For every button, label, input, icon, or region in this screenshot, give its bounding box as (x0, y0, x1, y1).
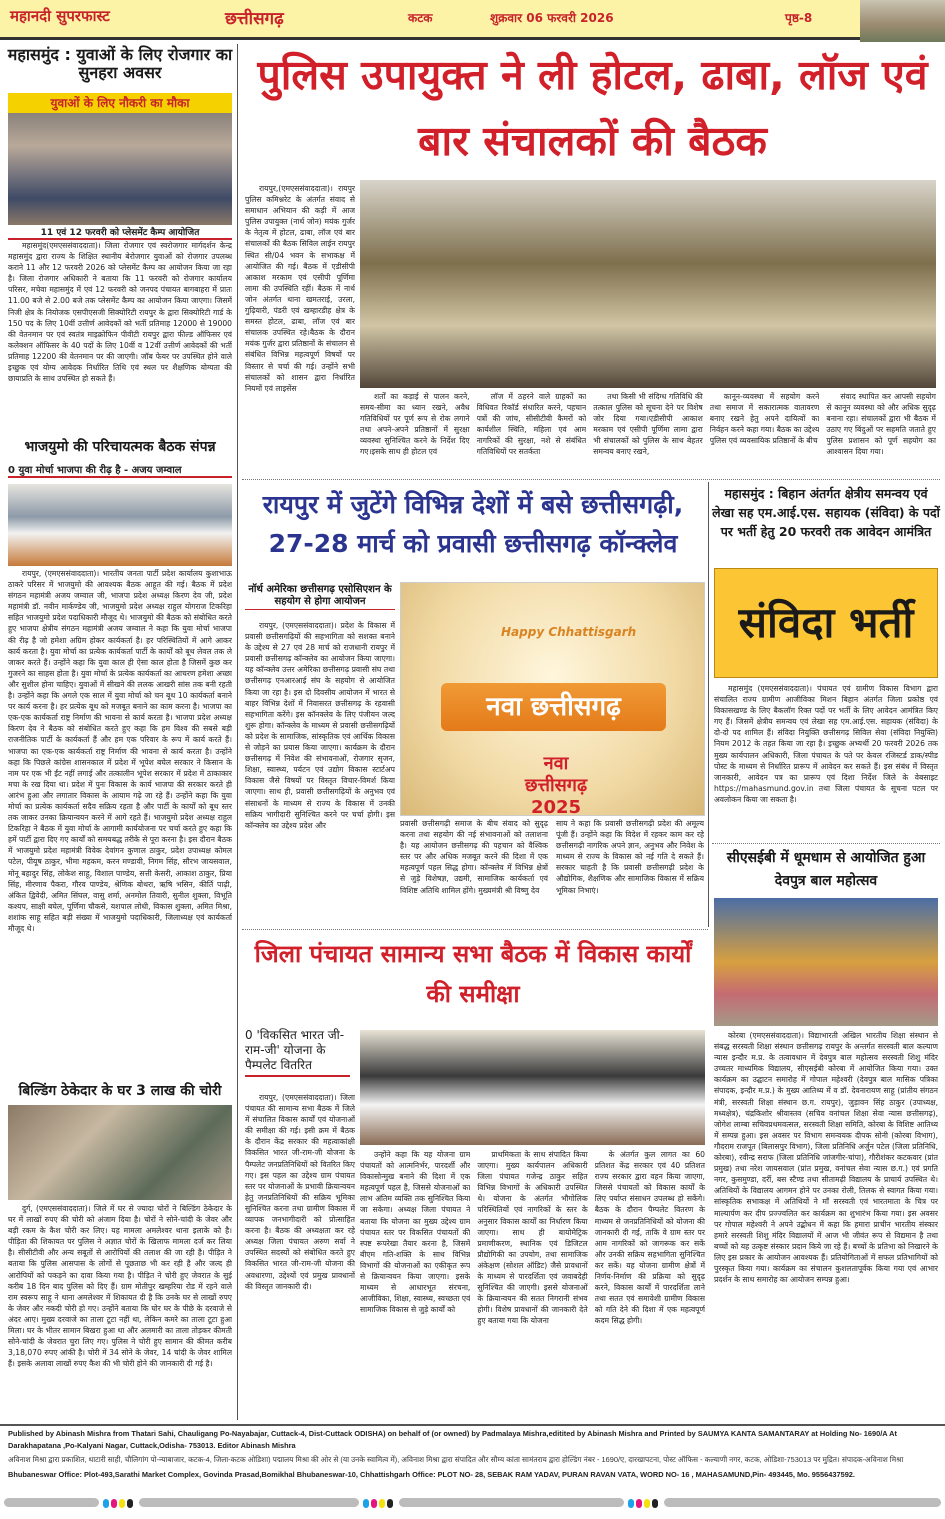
article-column: लॉज में ठहरने वाले ग्राहकों का विधिवत रिकॉर्ड संधारित करने, पहचान पत्रों की जांच, सीसीटीवी कैमरों को कार्यशील स्थिति, महिला एवं आम नागरिकों की सुरक्षा, नशे से संबंधित गतिविधियों पर सतर्कता (476, 392, 587, 457)
article-column: उन्होंने कहा कि यह योजना ग्राम पंचायतों को आत्मनिर्भर, पारदर्शी और विकासोन्मुख बनाने की दिशा में एक महत्वपूर्ण पहल है, जिससे योजनाओं का लाभ अंतिम व्यक्ति तक सुनिश्चित किया जा सकेगा। अध्यक्ष जिला पंचायत ने बताया कि योजना का मुख्य उद्देश्य ग्राम पंचायत स्तर पर विकसित पंचायतों की स्पष्ट रूपरेखा तैयार करना है, जिसमें बीएम गति-शक्ति के साथ विभिन्न विभागों की योजनाओं का एकीकृत रूप से क्रियान्वयन किया जाएगा। इसके माध्यम से आधारभूत संरचना, आजीविका, शिक्षा, स्वास्थ्य, स्वच्छता एवं सामाजिक विकास से जुड़े कार्यों को (360, 1150, 471, 1315)
poster-logo: नवा छत्तीसगढ़ 2025 (524, 753, 588, 818)
meeting-photo (8, 484, 232, 566)
cmyk-marks (363, 1493, 395, 1512)
conclave-headline: रायपुर में जुटेंगे विभिन्न देशों में बसे छत्तीसगढ़ी, 27-28 मार्च को प्रवासी छत्तीसगढ़ कॉन्क्लेव (262, 490, 684, 558)
police-meeting-photo (360, 180, 936, 388)
panchayat-subheadline: 0 'विकसित भारत जी-राम-जी' योजना के पैम्पलेट वितरित (245, 1028, 350, 1077)
nava-chhattisgarh-poster (400, 582, 705, 816)
panchayat-headline: जिला पंचायत सामान्य सभा बैठक में विकास कार्यों की समीक्षा (254, 940, 692, 1008)
article-columns (360, 391, 936, 475)
mahotsav-photo (714, 898, 938, 1026)
poster-happy-text: Happy Chhattisgarh (501, 625, 637, 639)
divider (242, 929, 708, 930)
imprint (8, 1428, 938, 1480)
column-divider (708, 482, 709, 927)
headline-rojgar: महासमुंद : युवाओं के लिए रोजगार का सुनहरा अवसर (7, 45, 233, 83)
cmyk-marks (103, 1493, 135, 1512)
poster-title: नवा छत्तीसगढ़ (441, 683, 666, 731)
article-column: के अंतर्गत कुल लागत का 60 प्रतिशत केंद्र सरकार एवं 40 प्रतिशत राज्य सरकार द्वारा वहन किया जाएगा, जिससे पंचायतों को विकास कार्यों के लिए पर्याप्त संसाधन उपलब्ध हो सकेंगे। बैठक के दौरान पैम्पलेट वितरण के माध्यम से जनप्रतिनिधियों को योजना की जानकारी दी गई, ताकि वे ग्राम स्तर पर आम नागरिकों को जागरूक कर सकें और उनकी सक्रिय सहभागिता सुनिश्चित कर सकें। यह योजना ग्रामीण क्षेत्रों में निर्णय-निर्माण की प्रक्रिया को सुदृढ़ करने, विकास कार्यों में पारदर्शिता लाने तथा सतत एवं समावेशी ग्रामीण विकास को गति देने की दिशा में एक महत्वपूर्ण कदम सिद्ध होगी। (594, 1150, 705, 1326)
article-column: संवाद स्थापित कर आपसी सहयोग से कानून व्यवस्था को और अधिक सुदृढ़ बनाना रहा। संचालकों द्वारा भी बैठक में उठाए गए बिंदुओं पर सहमति जताते हुए पुलिस प्रशासन को पूर्ण सहयोग का आश्वासन दिया गया। (826, 392, 936, 457)
imprint-hindi: अविनाश मिश्रा द्वारा प्रकाशित, थाटारी साही, चौलिगांग पो-न्याबाजार, कटक-4, जिला-कटक ओडिशा) पद्मालय मिश्रा की ओर से (या उनके स्वामित्व में), अविनाश मिश्रा द्वारा संपादित और सौम्य कांता सामंतराय द्वारा होल्डिंग नंबर - 1690/ए, दारखापटना, पोस्ट ऑफिस - कल्याणी नगर, कटक, ओडिशा-753013 पर मुद्रित। संपादक-अविनाश मिश्रा (8, 1455, 904, 1464)
paper-name: महानदी सुपरफास्ट (10, 7, 110, 25)
job-banner: युवाओं के लिए नौकरी का मौका (8, 93, 232, 113)
article-column: कानून-व्यवस्था में सहयोग करने तथा समाज में सकारात्मक वातावरण बनाए रखने हेतु अपने दायित्वों का निर्वहन करने कहा गया। बैठक का उद्देश्य पुलिस एवं व्यवसायिक प्रतिष्ठानों के बीच (709, 392, 820, 446)
city: कटक (408, 11, 433, 25)
headline-theft: बिल्डिंग ठेकेदार के घर 3 लाख की चोरी (18, 1083, 222, 1099)
article-body: साय ने कहा कि प्रवासी छत्तीसगढ़ी प्रदेश की अमूल्य पूंजी हैं। उन्होंने कहा कि विदेश में रहकर काम कर रहे छत्तीसगढ़ी नागरिक अपने ज्ञान, अनुभव और निवेश के माध्यम से राज्य के विकास को नई गति दे सकते हैं। सरकार चाहती है कि प्रवासी छत्तीसगढ़ी प्रदेश के औद्योगिक, शैक्षणिक और सामाजिक विकास में सक्रिय भूमिका निभाएं। (556, 819, 704, 895)
divider (712, 843, 940, 844)
imprint-english: Published by Abinash Mishra from Thatari Sahi, Chauligang Po-Nayabajar, Cuttack-4, Dist-Cuttack ODISHA) on behalf of (or owned) by Padmalaya Mishra,editited by Abinash Mishra and Printed by SAUMYA KANTA SAMANTARAY at Holding No- 1690/A At Darakhapatana ,Po-Kalyani Nagar, Cuttack,Odisha- 753013. Editor Abinash Mishra (8, 1429, 897, 1450)
office-addresses: Bhubaneswar Office: Plot-493,Sarathi Market Complex, Govinda Prasad,Bomikhal Bhubaneswar-10, Chhattishgarh Office: PLOT NO- 28, SEBAK RAM YADAV, PURAN RAVAN VATA, WORD NO- 16 , MAHASAMUND,Pin- 493445, Mo. 9556437592. (8, 1469, 855, 1479)
article-body: रायपुर, (एमएससंवाददाता)। प्रदेश के विकास में प्रवासी छत्तीसगढ़ियों की सहभागिता को सशक्त बनाने के उद्देश्य से 27 एवं 28 मार्च को राजधानी रायपुर में प्रवासी छत्तीसगढ़ कॉन्क्लेव का आयोजन किया जाएगा। यह कॉन्क्लेव उत्तर अमेरिका छत्तीसगढ़ प्रवासी संघ तथा छत्तीसगढ़ एनआरआई संघ के सहयोग से आयोजित किया जा रहा है। इस दो दिवसीय आयोजन में भारत से बाहर विभिन्न देशों में निवासरत छत्तीसगढ़ के रहवासी सहभागिता करेंगे। इस कॉनक्लेव के लिए पंजीयन जल्द शुरू होगा। कॉन्क्लेव के माध्यम से प्रवासी छत्तीसगढ़ियों को प्रदेश के सामाजिक, सांस्कृतिक एवं आर्थिक विकास से जोड़ने का प्रयास किया जाएगा। कार्यक्रम के दौरान छत्तीसगढ़ में निवेश की संभावनाओं, रोजगार सृजन, शिक्षा, स्वास्थ्य, पर्यटन एवं उद्योग विकास स्टार्टअप विकास जैसे विषयों पर विस्तृत विचार-विमर्श किया जाएगा। साथ ही, प्रवासी छत्तीसगढ़ियों के अनुभव एवं संसाधनों के माध्यम से राज्य के विकास में उनकी सक्रिय भागीदारी सुनिश्चित करने पर चर्चा होगी। इस कॉन्क्लेव का उद्देश्य प्रदेश और (245, 621, 395, 830)
article-body: प्रवासी छत्तीसगढ़ी समाज के बीच संवाद को सुदृढ़ करना तथा सहयोग की नई संभावनाओं को तलाशना है। यह आयोजन छत्तीसगढ़ की पहचान को वैश्विक स्तर पर और अधिक मजबूत करने की दिशा में एक महत्वपूर्ण पहल सिद्ध होगा। कॉन्क्लेव में विभिन्न क्षेत्रों से जुड़े विशेषज्ञ, उद्यमी, सामाजिक कार्यकर्ता एवं विशिष्ट अतिथि शामिल होंगे। मुख्यमंत्री श्री विष्णु देव (400, 819, 548, 895)
date: शुक्रवार 06 फरवरी 2026 (490, 11, 614, 25)
main-headline: पुलिस उपायुक्त ने ली होटल, ढाबा, लॉज एवं बार संचालकों की बैठक (257, 51, 928, 165)
page-number: पृष्ठ-8 (785, 11, 813, 25)
article-body: महासमुंद(एमएससंवाददाता)। जिला रोजगार एवं स्वरोजगार मार्गदर्शन केन्द्र महासमुंद द्वारा राज्य के शिक्षित स्थानीय बेरोजगार युवाओं को रोजगार उपलब्ध कराने 11 और 12 फरवरी 2026 को प्लेसमेंट कैम्प का आयोजन किया जा रहा है। जिला रोजगार अधिकारी ने बताया कि 11 फरवरी को रोजगार कार्यालय परिसर, मचेवा महासमुंद में एवं 12 फरवरी को जनपद पंचायत बागबाहरा में प्रातः 11.00 बजे से 2.00 बजे तक प्लेसमेंट कैम्प का आयोजन किया जाएगा। जिसमें निजी क्षेत्र के नियोजक एसपीएसजी सिक्योरिटी रायपुर के द्वारा सिक्योरिटी गार्ड के 150 पद के लिए 10वीं उत्तीर्ण आवेदकों को भर्ती प्रतिमाह 12000 से 19000 की वेतनमान पर एवं स्वतंत्र माइक्रोफिन पीवीटी रायपुर द्वारा फील्ड ऑफिसर एवं कलेक्शन ऑफिसर के 40 पदों के लिए 10वीं व 12वीं उत्तीर्ण आवेदकों की भर्ती प्रतिमाह 12200 की वेतनमान पर की जाएगी। जॉब फेयर पर उपस्थित होने वाले इच्छुक एवं योग्य आवेदक निर्धारित तिथि एवं स्थल पर शैक्षणिक योग्यता की छायाप्रति के साथ उपस्थित हो सकते हैं। (8, 241, 232, 384)
cmyk-marks (628, 1493, 660, 1512)
bal-mahotsav-headline: सीएसईबी में धूमधाम से आयोजित हुआ देवपुत्र बाल महोत्सव (726, 850, 926, 889)
job-crowd-photo (8, 93, 232, 225)
caption-placement: 11 एवं 12 फरवरी को प्लेसमेंट कैम्प आयोजित (8, 225, 232, 240)
headline-bjym: भाजयुमो की परिचायत्मक बैठक संपन्न (24, 439, 216, 455)
theft-photo (8, 1105, 232, 1200)
edition-name: छत्तीसगढ़ (225, 9, 284, 29)
divider (242, 479, 940, 480)
article-columns (360, 1149, 705, 1422)
article-body: दुर्ग, (एमएससंवाददाता)। जिले में घर से ज्यादा चोरों ने बिल्डिंग ठेकेदार के घर में लाखों रुपए की चोरी को अंजाम दिया है। चोरों ने सोने-चांदी के जेवर और बड़ी रकम के कैश चोरी कर लिए। यह मामला अमलेश्वर थाना इलाके को है। पीड़िता की शिकायत पर पुलिस ने अज्ञात चोरों के खिलाफ मामला दर्ज कर लिया है। सीसीटीवी और अन्य सबूतों से आरोपियों की तलाश की जा रही है। पीड़ित ने बताया कि पुलिस आसपास के लोगों से पूछताछ भी कर रही है और जल्द ही आरोपियों को पकड़ने का दावा किया गया है। पीड़ित ने चोरी हुए जेवरात के सुई करीब 18 दिन बाद पुलिस को दिए हैं। ग्राम मोतीपुर खम्हरिया रोड में रहने वाले राम स्वरूप साहू ने थाना अमलेश्वर में शिकायत दी है कि उनके घर से लाखों रुपए के जेवर और नकदी चोरी हो गए। उन्होंने बताया कि घोर घर के पीछे के दरवाजे से अंदर आए। मुख्य दरवाजे का ताला टूटा नहीं था, लेकिन कमरे का ताला टूटा हुआ मिला। घर के भीतर सामान बिखरा हुआ था और अलमारी का ताला तोड़कर कीमती सोने-चांदी के जेवरात चुरा लिए गए। पुलिस ने चोरी हुए सामान की कीमत करीब 3,18,070 रुपए आंकी है। चोरी में 34 सोने के जेवर, 14 चांदी के जेवर शामिल हैं। इसके अलावा लाखों रुपए कैश की भी चोरी होने की जानकारी दी गई है। (8, 1204, 232, 1369)
footer-rule (0, 1424, 945, 1426)
article-body: रायपुर, (एमएससंवाददाता)। जिला पंचायत की सामान्य सभा बैठक में जिले में संचालित विकास कार्यों एवं योजनाओं की समीक्षा की गई। इसी क्रम में बैठक के दौरान केंद्र सरकार की महत्वाकांक्षी विकसित भारत जी-राम-जी योजना के पैम्पलेट जनप्रतिनिधियों को वितरित किए गए। इस पहल का उद्देश्य ग्राम पंचायत स्तर पर योजनाओं के प्रभावी क्रियान्वयन हेतु जनप्रतिनिधियों की सक्रिय भूमिका सुनिश्चित करना तथा ग्रामीण विकास में व्यापक जनभागीदारी को प्रोत्साहित करना है। बैठक की अध्यक्षता कर रहे अध्यक्ष जिला पंचायत अरुण सर्वा ने उपस्थित सदस्यों को संबोधित करते हुए विकसित भारत जी-राम-जी योजना की अवधारणा, उद्देश्यों एवं प्रमुख प्रावधानों की विस्तृत जानकारी दी। (245, 1093, 355, 1291)
samvida-headline: महासमुंद : बिहान अंतर्गत क्षेत्रीय समन्वय एवं लेखा सह एम.आई.एस. सहायक (संविदा) के पदों पर भर्ती हेतु 20 फरवरी तक आवेदन आमंत्रित (712, 486, 940, 539)
panchayat-meeting-photo (360, 1030, 705, 1145)
article-body: रायपुर, (एमएससंवाददाता)। भारतीय जनता पार्टी प्रदेश कार्यालय कुशाभाऊ ठाकरे परिसर में भाजयुमो की आवश्यक बैठक आहूत की गई। बैठक में प्रदेश संगठन महामंत्री अजय जम्वाल जी, भाजपा प्रदेश अध्यक्ष किरण देव जी, प्रदेश महामंत्री डॉ. नवीन मार्कण्डेय जी, भाजयुमो प्रदेश अध्यक्ष राहुल योगराज टिकरिहा सहित भाजयुमो प्रदेश पदाधिकारी मौजूद थे। भाजयुमो की बैठक को संबोधित करते हुए भाजपा क्षेत्रीय संगठन महामंत्री अजय जम्वाल ने कहा कि युवा मोर्चा भाजपा की रीढ़ है जो हमेशा अग्रिम होकर कार्यकर्ता है। हर परिस्थितियों में आगे आकर कार्य करता है। युवा मोर्चा का प्रत्येक कार्यकर्ता पार्टी के कार्यों को बूथ लेवल तक ले जाकर करते हैं। उन्होंने कहा कि युवा काल ही ऐसा काल होता है जिसमें कुछ कर गुजरने का साहस होता है। युवा मोर्चा के प्रत्येक कार्यकर्ता का आचरण हमेशा अच्छा और सुशील होना चाहिए। युवाओं में सीखने की ललक आखरी सांस तक बनी रहती है। उन्होंने कहा कि अगले एक साल में युवा मोर्चा को चन बूथ 10 कार्यकर्ता बनाने पर कार्य करना है। हर प्रत्येक बूथ को मजबूत बनाने का काम करना है। भाजपा का एक-एक कार्यकर्ता राष्ट्र निर्माण की भावना से कार्य करता है। भाजपा प्रदेश अध्यक्ष किरण देव ने बैठक को संबोधित करते हुए कहा कि हम विश्व की सबसे बड़ी राजनीतिक पार्टी के कार्यकर्ता हैं और हम एक परिवार के रूप में कार्य करते हैं। भाजपा का एक-एक कार्यकर्ता राष्ट्र निर्माण की भावना से कार्य करता है। उन्होंने कहा कि पिछले कांग्रेस शासनकाल में प्रदेश में भूपेश बघेल सरकार ने किसान के नाम पर एक भी ईंट नहीं लगाई और तत्कालीन भूपेश सरकार में प्रदेश में ठाकाकार मचा के रख दिया था। प्रदेश में पुनः विकास के कार्य भाजपा की सरकार करते ही आरंभ हुआ और लगातार विकास के आयाम गढ़े जा रहे हैं। उन्होंने कहा कि युवा मोर्चा का प्रत्येक कार्यकर्ता सदैव सक्रिय रहता है और पार्टी के कार्यों को बूथ स्तर तक जाकर उनका क्रियान्वयन करने में आगे रहते हैं। भाजयुमो प्रदेश अध्यक्ष राहुल टिकरिहा ने बैठक में युवा मोर्चा के आगामी कार्ययोजना पर चर्चा करते हुए कहा कि हमें पार्टी द्वारा दिए गए कार्यों को समयबद्ध तरीके से पूरा करना है। इस दौरान बैठक में भाजयुमो प्रदेश महामंत्री विवेक देवांगन कुणाल ठाकुर, प्रदेश उपाध्यक्ष कोमल पटेल, पीयूष ठाकुर, भीमा महकम, करन मण्डावी, निगम सिंह, सौरभ जायसवाल, मोनू बहादुर सिंह, लोकेश साहू, विशाल पाण्डेय, सत्ती केसरी, आकाश ठाकुर, प्रिया सिंह, मीरणाव पैकरा, गौरव पाण्डेय, श्रेणिक बोथरा, ऋषि भसिन, कीर्ति पाढ़ी, अंकित द्विवेदी, अमित सिंघल, वासु शर्मा, अनमोल तिवारी, सुनील शुक्ला, विभूति कश्यप, साक्षी बघेल, पूर्णिमा चौकसे, यशपाल लोधी, विकास शुक्ला, अमित मिश्रा, शशांक साहू सहित बड़ी संख्या में भाजयुमो पदाधिकारी, जिलाध्यक्ष एवं कार्यकर्ता मौजूद थे। (8, 569, 232, 933)
temple-photo (860, 0, 945, 42)
registration-bar (4, 1493, 941, 1512)
article-body: कोरबा (एमएससंवाददाता)। विद्याभारती अखिल भारतीय शिक्षा संस्थान से संबद्ध सरस्वती शिक्षा संस्थान छत्तीसगढ़ रायपुर के अन्तर्गत सरस्वती बाल कल्याण न्यास इन्दौर म.प्र. के तत्वावधान में देवपुत्र बाल महोत्सव सरस्वती शिशु मंदिर उच्चतर माध्यमिक विद्यालय, सीएसईबी कोरबा में आयोजित किया गया। उक्त कार्यक्रम का उद्घाटन समारोह में गोपाल महेश्वरी (देवपुत्र बाल मासिक पत्रिका संपादक, इन्दौर म.प्र.) के मुख्य आतिथ्य में व डॉ. देवनारायण साहू (प्रांतीय संगठन मंत्री, सरस्वती शिक्षा संस्थान छ.ग. रायपुर), जुड़ावन सिंह ठाकुर (उपाध्यक्ष, मध्यक्षेत्र), चंद्रकिशोर श्रीवास्तव (सचिव वनांचल शिक्षा सेवा न्यास छत्तीसगढ़), जोगेश लाम्बा सचिवप्रथमवत्सल, सरस्वती शिक्षा समिति, कोरबा के विशिष्ट आतिथ्य में सम्पन्न हुआ। इस अवसर पर विभाग समन्वयक दीपक सोनी (कोरबा विभाग), गौदराम राजपूत (बिलासपुर विभाग), जिला प्रतिनिधि अर्जुन पटेल (जिला प्रतिनिधि, कोरबा), रवीन्द्र सराफ (जिला प्रतिनिधि जांजगीर-चांपा), गौरीशंकर कटकवार (प्रांत प्रमुख) तथा नरेश जायसवाल (प्रांत प्रमुख, वनांचल सेवा न्यास छ.ग.) एवं प्रगति नगर, कुसमुण्डा, दर्री, बस स्टैण्ड तथा सीतामढ़ी विद्यालय के प्राचार्य उपस्थित थे। अतिथियों के विद्यालय आगमन होने पर उनका रोली, तिलक से स्वागत किया गया। सांस्कृतिक सभाकक्ष में अतिथियों ने माँ सरस्वती एवं भारतमाता के चित्र पर माल्यार्पण कर दीप प्रज्ज्वलित कर कार्यक्रम का शुभारंभ किया गया। इस अवसर पर गोपाल महेश्वरी ने अपने उद्बोधन में कहा कि हमारा प्राचीन भारतीय संस्कार हमारे सरस्वती शिशु मंदिर विद्यालयों में आज भी जीवंत रूप से विद्यमान है तथा बच्चों को यह उत्कृष्ट संस्कार प्रदान किये जा रहे हैं। बच्चों के प्रतिभा को निखारने के लिए इस प्रकार के आयोजन आवश्यक हैं। प्रतियोगिताओं में सफल प्रतिभागियों को पुरस्कृत किया गया। कार्यक्रम का संचालन कुशलतापूर्वक किया गया एवं आभार प्रदर्शन के साथ समारोह का आयोजन सम्पन्न हुआ। (714, 1031, 938, 1285)
masthead (0, 0, 945, 40)
article-body: रायपुर,(एमएससंवाददाता)। रायपुर पुलिस कमिश्नरेट के अंतर्गत संवाद से समाधान अभियान की कड़ी में आज पुलिस उपायुक्त (नार्थ जोन) मयंक गुर्जर के नेतृत्व में होटल, ढाबा, लॉज एवं बार संचालकों की बैठक सिविल लाईन रायपुर स्थित सी/04 भवन के सभाकक्ष में आयोजित की गई। बैठक में एडीसीपी आकाश मरकाम एवं एसीपी पूर्णिमा लामा की उपस्थिति रहीं। बैठक में नार्थ जोन अंतर्गत थाना खमतराई, उरला, गुढ़ियारी, पंडरी एवं खम्हारडीह क्षेत्र के समस्त होटल, ढाबा, लॉज एवं बार संचालक उपस्थित रहे।बैठक के दौरान मयंक गुर्जर द्वारा प्रतिष्ठानों के संचालन से संबंधित विभिन्न महत्वपूर्ण विषयों पर विस्तार से चर्चा की गई। उन्होंने सभी संचालकों को शासन द्वारा निर्धारित नियमों एवं लाइसेंस (245, 184, 355, 393)
article-column: शर्तों का कड़ाई से पालन करने, समय-सीमा का ध्यान रखने, अवैध गतिविधियों पर पूर्ण रूप से रोक लगाने तथा अपने-अपने प्रतिष्ठानों में सुरक्षा व्यवस्था सुनिश्चित करने के निर्देश दिए गए।इसके साथ ही होटल एवं (360, 392, 470, 457)
conclave-subheadline: नॉर्थ अमेरिका छत्तीसगढ़ एसोसिएशन के सहयोग से होगा आयोजन (245, 584, 395, 610)
article-column: प्राथमिकता के साथ संपादित किया जाएगा। मुख्य कार्यपालन अधिकारी जिला पंचायत गजेन्द्र ठाकुर सहित विभिन्न विभागों के अधिकारी उपस्थित थे। योजना के अंतर्गत भौगोलिक परिस्थितियों एवं नागरिकों के स्तर के अनुसार विकास कार्यों का निर्धारण किया जाएगा। साथ ही बायोमेट्रिक प्रमाणीकरण, स्थानिक एवं डिजिटल प्रौद्योगिकी का उपयोग, तथा सामाजिक अंकेक्षण (सोशल ऑडिट) जैसे प्रावधानों के माध्यम से पारदर्शिता एवं जवाबदेही सुनिश्चित की जाएगी। इससे योजनाओं के क्रियान्वयन की सतत निगरानी संभव होगी। विशेष प्रावधानों की जानकारी देते हुए बताया गया कि योजना (477, 1150, 588, 1326)
subheadline: 0 युवा मोर्चा भाजपा की रीढ़ है - अजय जम्वाल (8, 462, 232, 478)
article-column: तथा किसी भी संदिग्ध गतिविधि की तत्काल पुलिस को सूचना देने पर विशेष जोर दिया गया।एडीसीपी आकाश मरकाम एवं एसीपी पूर्णिमा लामा द्वारा भी संचालकों को पुलिस के साथ बेहतर समन्वय बनाए रखने, (593, 392, 703, 457)
article-body: महासमुंद (एमएससंवाददाता)। पंचायत एवं ग्रामीण विकास विभाग द्वारा संचालित राज्य ग्रामीण आजीविका मिशन बिहान अंतर्गत जिला प्रकोष्ठ एवं विकासखण्ड के लिए बैकलॉग रिक्त पदों पर भर्ती के लिए आवेदन आमंत्रित किए गए हैं। जिसमें क्षेत्रीय समन्वय एवं लेखा सह एम.आई.एस. सहायक (संविदा) के दो-दो पद शामिल हैं। संविदा नियुक्ति छत्तीसगढ़ सिविल सेवा (संविदा नियुक्ति) नियम 2012 के तहत किया जा रहा है। इच्छुक अभ्यर्थी 20 फरवरी 2026 तक मुख्य कार्यपालन अधिकारी, जिला पंचायत के पते पर केवल रजिस्टर्ड डाक/स्पीड पोस्ट के माध्यम से निर्धारित प्रारूप में आवेदन कर सकते हैं। इस संबंध में विस्तृत जानकारी, आवेदन पत्र का प्रारूप एवं दिशा निर्देश जिले के वेबसाइट https://mahasmund.gov.in तथा जिला पंचायत के सूचना पटल पर अवलोकन किया जा सकता है। (714, 684, 938, 804)
column-divider (237, 44, 238, 1420)
samvida-banner: संविदा भर्ती (714, 568, 938, 678)
